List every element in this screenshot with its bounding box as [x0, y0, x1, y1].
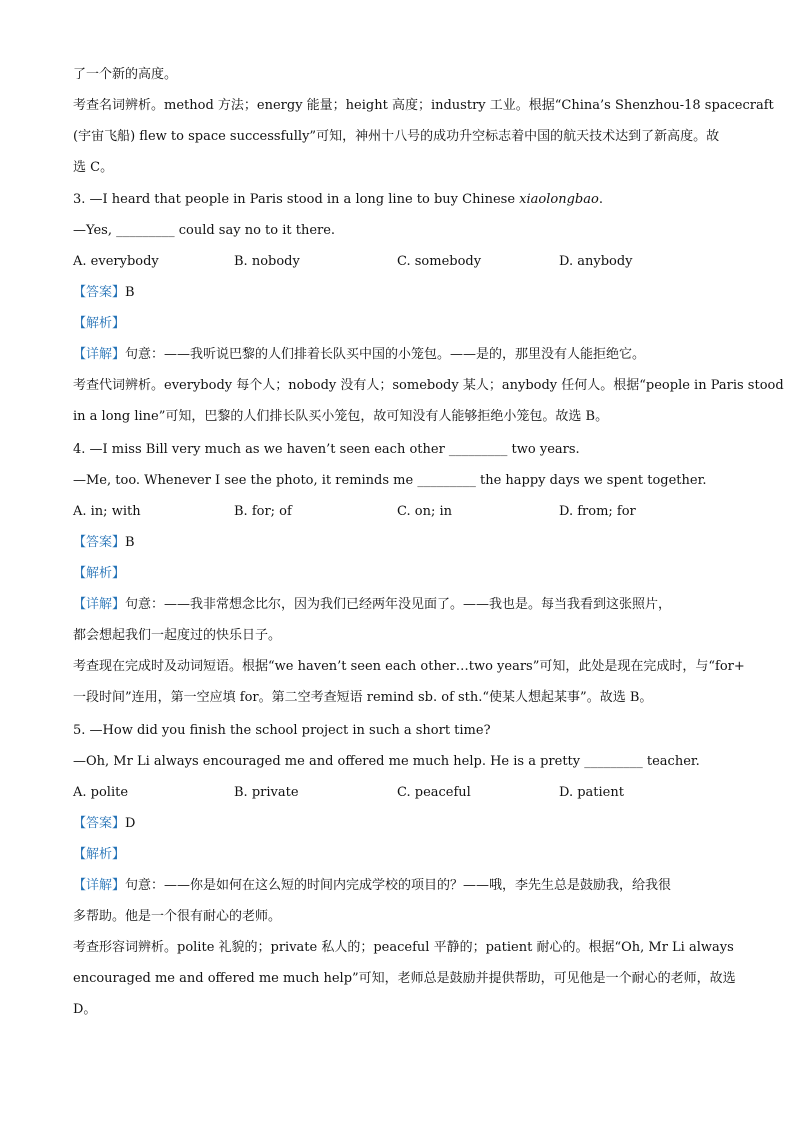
question-3-stem: 3. —I heard that people in Paris stood in a long line to buy Chinese xiaolongbao. — [73, 192, 603, 207]
option-a: A. in; with — [73, 504, 141, 519]
explanation-line: D。 — [73, 1002, 97, 1017]
analysis-label: 【解析】 — [73, 847, 126, 862]
explanation-line: 考查现在完成时及动词短语。根据“we haven’t seen each other…two years”可知，此处是现在完成时，与“for+ — [73, 659, 745, 674]
analysis-label: 【解析】 — [73, 566, 126, 581]
question-3-response: —Yes, _________ could say no to it there. — [73, 223, 336, 238]
detail-row: 【详解】句意：——你是如何在这么短的时间内完成学校的项目的？——哦，李先生总是鼓励我，给我很 — [73, 878, 672, 893]
explanation-line: in a long line”可知，巴黎的人们排长队买小笼包，故可知没有人能够拒绝小笼包。故选 B。 — [73, 409, 609, 424]
option-b: B. private — [234, 785, 299, 800]
detail-label: 【详解】 — [73, 878, 126, 893]
option-c: C. peaceful — [397, 785, 471, 800]
text-line: 选 C。 — [73, 160, 114, 175]
explanation-line: 考查代词辨析。everybody 每个人；nobody 没有人；somebody 某人；anybody 任何人。根据“people in Paris stood — [73, 378, 784, 393]
option-b: B. for; of — [234, 504, 292, 519]
answer-value: B — [125, 535, 135, 550]
detail-label: 【详解】 — [73, 347, 126, 362]
text-line: 考查名词辨析。method 方法；energy 能量；height 高度；industry 工业。根据“China’s Shenzhou-18 spacecraft — [73, 98, 774, 113]
question-4-response: —Me, too. Whenever I see the photo, it reminds me _________ the happy days we spent together. — [73, 473, 707, 488]
option-c: C. somebody — [397, 254, 482, 269]
question-5-response: —Oh, Mr Li always encouraged me and offered me much help. He is a pretty _________ teacher. — [73, 754, 700, 769]
answer-value: B — [125, 285, 135, 300]
detail-line: 都会想起我们一起度过的快乐日子。 — [73, 628, 282, 643]
option-d: D. patient — [559, 785, 624, 800]
text-line: (宇宙飞船) flew to space successfully”可知，神州十八号的成功升空标志着中国的航天技术达到了新高度。故 — [73, 129, 720, 144]
detail-row: 【详解】句意：——我听说巴黎的人们排着长队买中国的小笼包。——是的，那里没有人能拒绝它。 — [73, 347, 646, 362]
detail-row: 【详解】句意：——我非常想念比尔，因为我们已经两年没见面了。——我也是。每当我看到这张照片， — [73, 597, 672, 612]
answer-label: 【答案】 — [73, 816, 126, 831]
answer-row — [73, 815, 723, 833]
text-line: 了一个新的高度。 — [73, 67, 178, 82]
option-d: D. from; for — [559, 504, 636, 519]
question-4-options — [73, 503, 723, 521]
question-5-stem: 5. —How did you finish the school project in such a short time? — [73, 723, 491, 738]
analysis-label: 【解析】 — [73, 316, 126, 331]
detail-label: 【详解】 — [73, 597, 126, 612]
question-4-stem: 4. —I miss Bill very much as we haven’t seen each other _________ two years. — [73, 442, 580, 457]
question-3-options — [73, 253, 723, 271]
answer-label: 【答案】 — [73, 285, 126, 300]
explanation-line: encouraged me and offered me much help”可知，老师总是鼓励并提供帮助，可见他是一个耐心的老师，故选 — [73, 971, 736, 986]
option-d: D. anybody — [559, 254, 633, 269]
explanation-line: 一段时间”连用，第一空应填 for。第二空考查短语 remind sb. of sth.“使某人想起某事”。故选 B。 — [73, 690, 653, 705]
option-b: B. nobody — [234, 254, 300, 269]
answer-value: D — [125, 816, 136, 831]
option-a: A. polite — [73, 785, 129, 800]
answer-row — [73, 534, 723, 552]
explanation-line: 考查形容词辨析。polite 礼貌的；private 私人的；peaceful 平静的；patient 耐心的。根据“Oh, Mr Li always — [73, 940, 734, 955]
option-c: C. on; in — [397, 504, 452, 519]
question-5-options — [73, 784, 723, 802]
answer-row — [73, 284, 723, 302]
option-a: A. everybody — [73, 254, 159, 269]
answer-label: 【答案】 — [73, 535, 126, 550]
detail-line: 多帮助。他是一个很有耐心的老师。 — [73, 909, 282, 924]
